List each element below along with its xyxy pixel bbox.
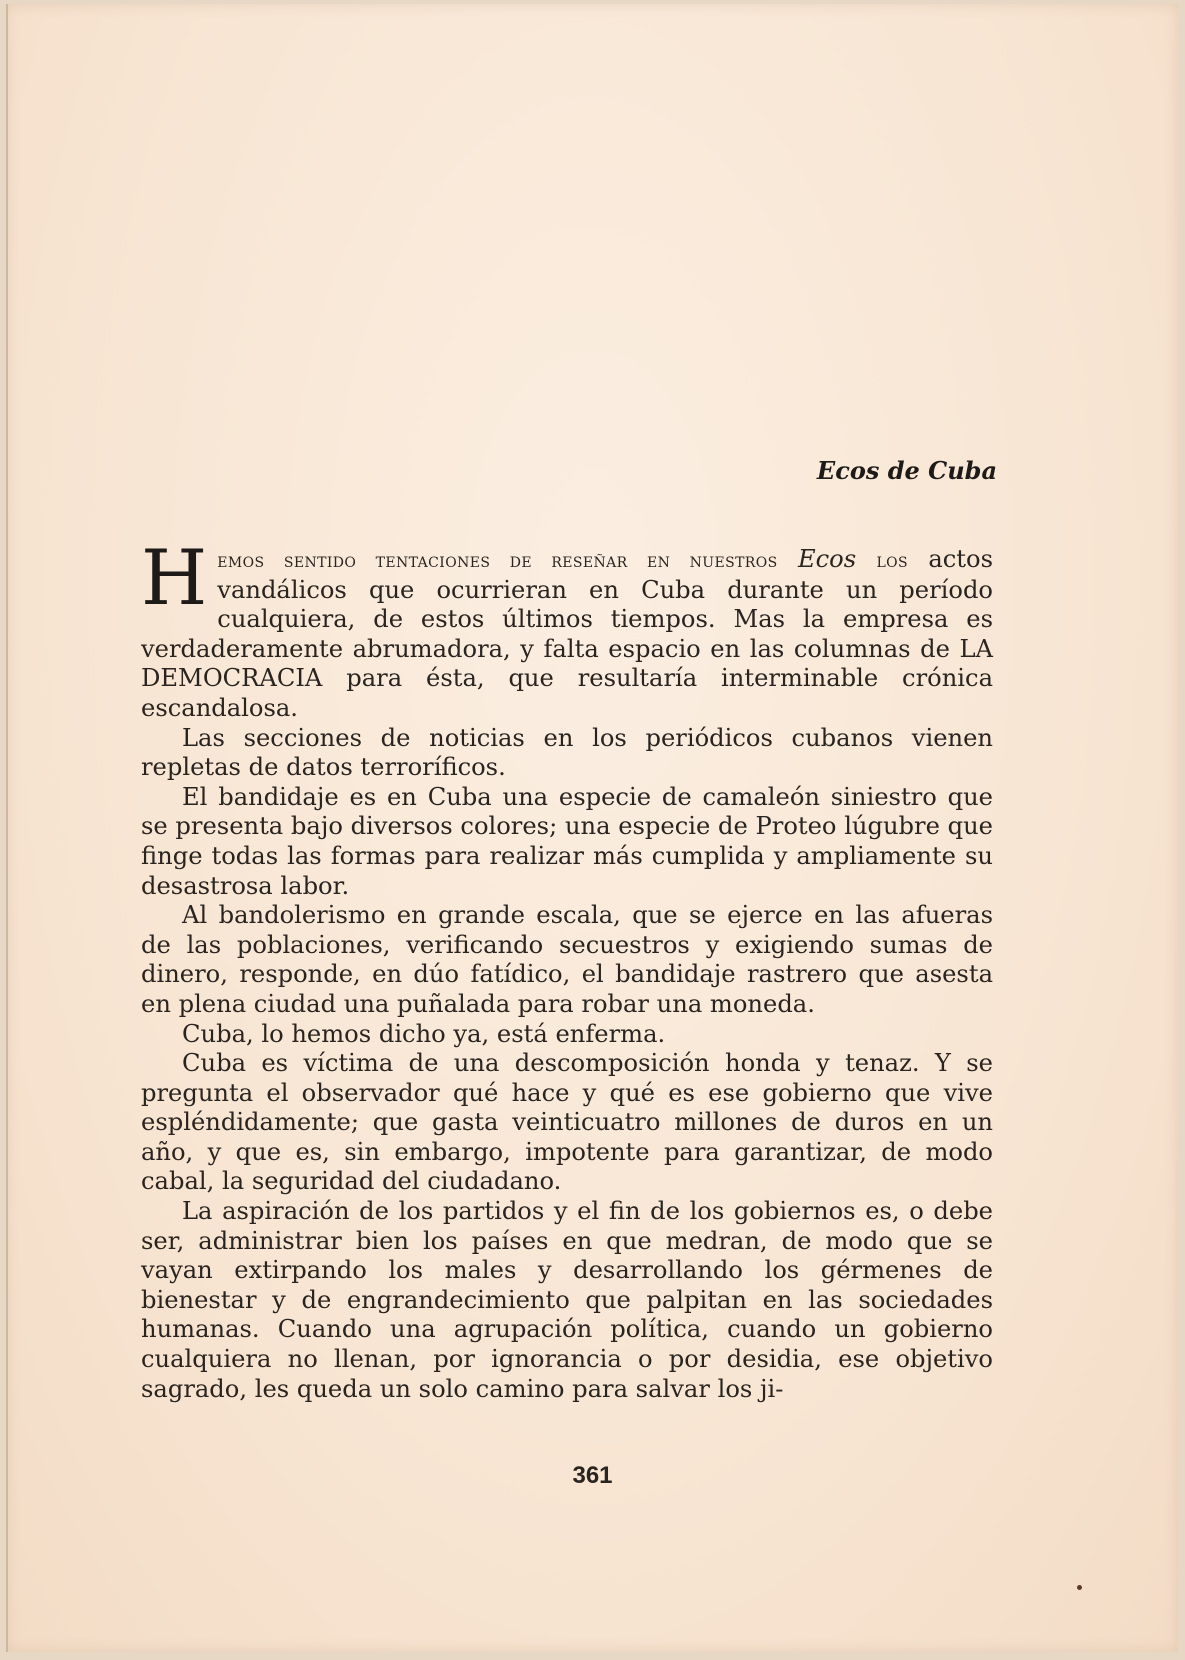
opening-smallcaps-end: los (876, 548, 909, 572)
article-paragraph-3: El bandidaje es en Cuba una especie de camaleón siniestro que se presenta bajo diversos colores; una especie de Proteo lúgubre que finge todas las formas para realizar más cumplida y ampliamente su desastrosa labor. (141, 782, 993, 900)
page-number: 361 (572, 1462, 613, 1489)
ink-speck (1077, 1585, 1082, 1590)
article-paragraph-4: Al bandolerismo en grande escala, que se ejerce en las afueras de las poblaciones, verificando secuestros y exigiendo sumas de dinero, responde, en dúo fatídico, el bandidaje rastrero que asesta en plena ciudad una puñalada para robar una moneda. (141, 901, 993, 1018)
paragraph-text: actos vandálicos que ocurrieran en Cuba durante un período cualquiera, de estos últimos tiempos. Mas la empresa es verdaderamente abrumadora, y falta espacio en las columnas de LA DEMOCRACIA para ésta, que resultaría interminable crónica escandalosa. (141, 545, 993, 722)
article-paragraph-2: Las secciones de noticias en los periódicos cubanos vienen repletas de datos terroríficos. (141, 723, 993, 782)
article-body (141, 533, 993, 1404)
article-paragraph-1 (141, 533, 993, 724)
article-paragraph-6: Cuba es víctima de una descomposición honda y tenaz. Y se pregunta el observador qué hace y qué es ese gobierno que vive espléndidamente; que gasta veinticuatro millones de duros en un año, y que es, sin embargo, impotente para garantizar, de modo cabal, la seguridad del ciudadano. (141, 1049, 993, 1196)
article-paragraph-7: La aspiración de los partidos y el fin de los gobiernos es, o debe ser, administrar bien los países en que medran, de modo que se vayan extirpando los males y desarrollando los gérmenes de bienestar y de engrandecimiento que palpitan en las sociedades humanas. Cuando una agrupación política, cuando un gobierno cualquiera no llenan, por ignorancia o por desidia, ese objetivo sagrado, les queda un solo camino para salvar los ji- (141, 1197, 993, 1403)
drop-cap: H (141, 533, 208, 622)
opening-italic: Ecos (797, 545, 857, 573)
page-edge (6, 4, 8, 1652)
opening-smallcaps: emos sentido tentaciones de reseñar en nuestros (217, 548, 778, 572)
article-paragraph-5: Cuba, lo hemos dicho ya, está enferma. (182, 1019, 666, 1048)
running-header: Ecos de Cuba (816, 456, 997, 485)
